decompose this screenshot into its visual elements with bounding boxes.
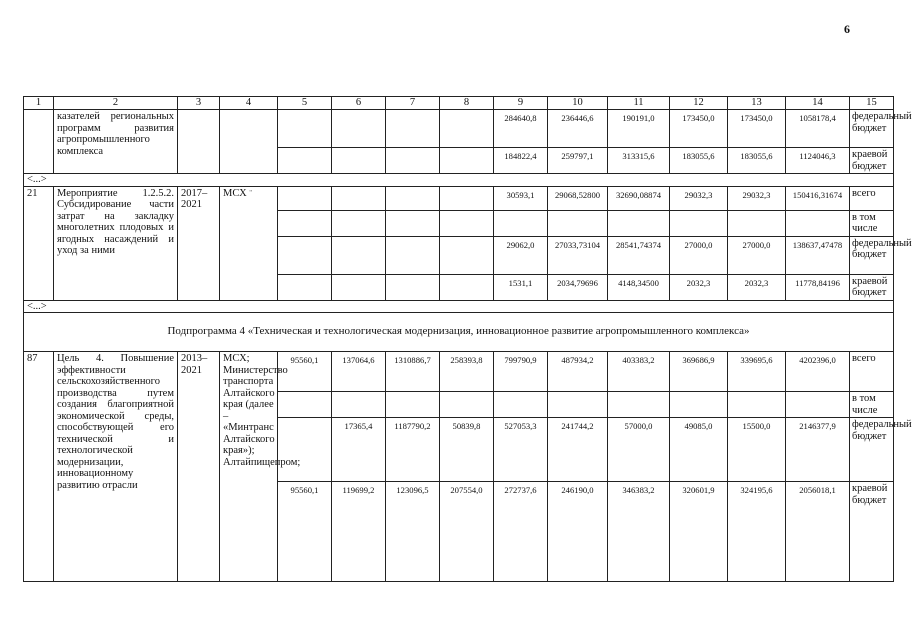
value-cell: 27000,0: [670, 236, 728, 274]
program-table: [23, 96, 912, 582]
empty-cell: [332, 148, 386, 174]
value-cell: 11778,84196: [786, 274, 850, 300]
value-cell: 150416,31674: [786, 186, 850, 210]
column-number: 13: [728, 97, 786, 110]
value-cell: 2056018,1: [786, 482, 850, 582]
period-cell: 2017–2021: [178, 186, 220, 300]
value-cell: 27000,0: [728, 236, 786, 274]
empty-cell: [548, 210, 608, 236]
executor-text: МСХ: [223, 187, 247, 199]
value-cell: 527053,3: [494, 418, 548, 482]
empty-cell: [332, 392, 386, 418]
budget-category: в том числе: [850, 210, 894, 236]
value-cell: 173450,0: [670, 110, 728, 148]
value-cell: 123096,5: [386, 482, 440, 582]
column-number: 15: [850, 97, 894, 110]
value-cell: 15500,0: [728, 418, 786, 482]
omission-row: [24, 300, 894, 313]
empty-cell: [440, 186, 494, 210]
empty-cell: [440, 110, 494, 148]
empty-cell: [670, 392, 728, 418]
empty-cell: [386, 236, 440, 274]
empty-cell: [440, 148, 494, 174]
empty-cell: [608, 210, 670, 236]
empty-cell: [728, 210, 786, 236]
column-number: 3: [178, 97, 220, 110]
empty-cell: [332, 274, 386, 300]
period-cell: 2013–2021: [178, 352, 220, 582]
column-number: 8: [440, 97, 494, 110]
value-cell: 246190,0: [548, 482, 608, 582]
empty-cell: [386, 148, 440, 174]
empty-cell: [494, 392, 548, 418]
value-cell: 49085,0: [670, 418, 728, 482]
empty-cell: [786, 392, 850, 418]
empty-cell: [440, 392, 494, 418]
value-cell: 57000,0: [608, 418, 670, 482]
value-cell: 320601,9: [670, 482, 728, 582]
column-number-row: [24, 97, 894, 110]
empty-cell: [278, 392, 332, 418]
value-cell: 137064,6: [332, 352, 386, 392]
omission-marker: <...>: [24, 174, 894, 187]
value-cell: 403383,2: [608, 352, 670, 392]
value-cell: 369686,9: [670, 352, 728, 392]
value-cell: 339695,6: [728, 352, 786, 392]
value-cell: 272737,6: [494, 482, 548, 582]
period-cell: [178, 110, 220, 174]
value-cell: 313315,6: [608, 148, 670, 174]
column-number: 6: [332, 97, 386, 110]
empty-cell: [494, 210, 548, 236]
table-row: [24, 352, 894, 392]
value-cell: 1310886,7: [386, 352, 440, 392]
value-cell: 1124046,3: [786, 148, 850, 174]
value-cell: 1187790,2: [386, 418, 440, 482]
empty-cell: [440, 274, 494, 300]
empty-cell: [440, 236, 494, 274]
column-number: 11: [608, 97, 670, 110]
table-row: [24, 110, 894, 148]
empty-cell: [386, 110, 440, 148]
value-cell: 4202396,0: [786, 352, 850, 392]
empty-cell: [386, 392, 440, 418]
column-number: 12: [670, 97, 728, 110]
empty-cell: [278, 110, 332, 148]
value-cell: 236446,6: [548, 110, 608, 148]
empty-cell: [332, 110, 386, 148]
column-number: 7: [386, 97, 440, 110]
empty-cell: [278, 186, 332, 210]
budget-category: краевой бюджет: [850, 274, 894, 300]
empty-cell: [386, 186, 440, 210]
page-number: 6: [844, 22, 850, 36]
value-cell: 29032,3: [670, 186, 728, 210]
value-cell: 2032,3: [728, 274, 786, 300]
value-cell: 2032,3: [670, 274, 728, 300]
empty-cell: [332, 236, 386, 274]
empty-cell: [386, 274, 440, 300]
value-cell: 1058178,4: [786, 110, 850, 148]
row-description: Цель 4. Повышение эффективности сельскохозяйственного производства путем создания благоприятной экономической среды, способствующей его технической и технологической модернизации, инновационному развитию отрасли: [54, 352, 178, 582]
empty-cell: [548, 392, 608, 418]
budget-category: краевой бюджет: [850, 148, 894, 174]
value-cell: 190191,0: [608, 110, 670, 148]
value-cell: 4148,34500: [608, 274, 670, 300]
empty-cell: [386, 210, 440, 236]
value-cell: 183055,6: [728, 148, 786, 174]
value-cell: 259797,1: [548, 148, 608, 174]
subprogram-title: Подпрограмма 4 «Техническая и технологическая модернизация, инновационное развитие агропромышленного комплекса»: [24, 313, 894, 352]
column-number: 1: [24, 97, 54, 110]
empty-cell: [670, 210, 728, 236]
row-description: казателей региональных программ развития агропромышленного комплекса: [54, 110, 178, 174]
value-cell: 29062,0: [494, 236, 548, 274]
value-cell: 30593,1: [494, 186, 548, 210]
value-cell: 95560,1: [278, 352, 332, 392]
executor-cell: [220, 186, 278, 300]
budget-category: федеральный бюджет: [850, 110, 894, 148]
value-cell: 17365,4: [332, 418, 386, 482]
value-cell: 183055,6: [670, 148, 728, 174]
value-cell: 258393,8: [440, 352, 494, 392]
value-cell: 324195,6: [728, 482, 786, 582]
value-cell: 487934,2: [548, 352, 608, 392]
value-cell: 138637,47478: [786, 236, 850, 274]
empty-cell: [332, 186, 386, 210]
budget-category: в том числе: [850, 392, 894, 418]
budget-category: краевой бюджет: [850, 482, 894, 582]
value-cell: 27033,73104: [548, 236, 608, 274]
empty-cell: [278, 148, 332, 174]
omission-row: [24, 174, 894, 187]
executor-cell: [220, 110, 278, 174]
row-number-cell: [24, 110, 54, 174]
empty-cell: [440, 210, 494, 236]
value-cell: 207554,0: [440, 482, 494, 582]
row-number-cell: 87: [24, 352, 54, 582]
value-cell: 284640,8: [494, 110, 548, 148]
column-number: 2: [54, 97, 178, 110]
row-description: Мероприятие 1.2.5.2. Субсидирование части затрат на закладку многолетних плодовых и ягодных насаждений и уход за ними: [54, 186, 178, 300]
value-cell: 184822,4: [494, 148, 548, 174]
value-cell: 32690,08874: [608, 186, 670, 210]
value-cell: 2034,79696: [548, 274, 608, 300]
empty-cell: [278, 210, 332, 236]
value-cell: 28541,74374: [608, 236, 670, 274]
empty-cell: [608, 392, 670, 418]
value-cell: 241744,2: [548, 418, 608, 482]
empty-cell: [786, 210, 850, 236]
value-cell: 173450,0: [728, 110, 786, 148]
value-cell: 1531,1: [494, 274, 548, 300]
stray-mark: ": [249, 188, 253, 197]
value-cell: 29068,52800: [548, 186, 608, 210]
table-row: [24, 186, 894, 210]
value-cell: 119699,2: [332, 482, 386, 582]
budget-category: федеральный бюджет: [850, 236, 894, 274]
budget-category: всего: [850, 186, 894, 210]
budget-category: всего: [850, 352, 894, 392]
column-number: 10: [548, 97, 608, 110]
row-number-cell: 21: [24, 186, 54, 300]
empty-cell: [278, 236, 332, 274]
empty-cell: [728, 392, 786, 418]
column-number: 9: [494, 97, 548, 110]
column-number: 4: [220, 97, 278, 110]
value-cell: 346383,2: [608, 482, 670, 582]
value-cell: 95560,1: [278, 482, 332, 582]
executor-cell: МСХ; Министерство транспорта Алтайского края (далее – «Минтранс Алтайского края»); Алтайпищепром;: [220, 352, 278, 582]
value-cell: 29032,3: [728, 186, 786, 210]
column-number: 5: [278, 97, 332, 110]
value-cell: 799790,9: [494, 352, 548, 392]
column-number: 14: [786, 97, 850, 110]
empty-cell: [332, 210, 386, 236]
budget-category: федеральный бюджет: [850, 418, 894, 482]
omission-marker: <...>: [24, 300, 894, 313]
subprogram-row: [24, 313, 894, 352]
value-cell: 2146377,9: [786, 418, 850, 482]
value-cell: [278, 418, 332, 482]
value-cell: 50839,8: [440, 418, 494, 482]
empty-cell: [278, 274, 332, 300]
